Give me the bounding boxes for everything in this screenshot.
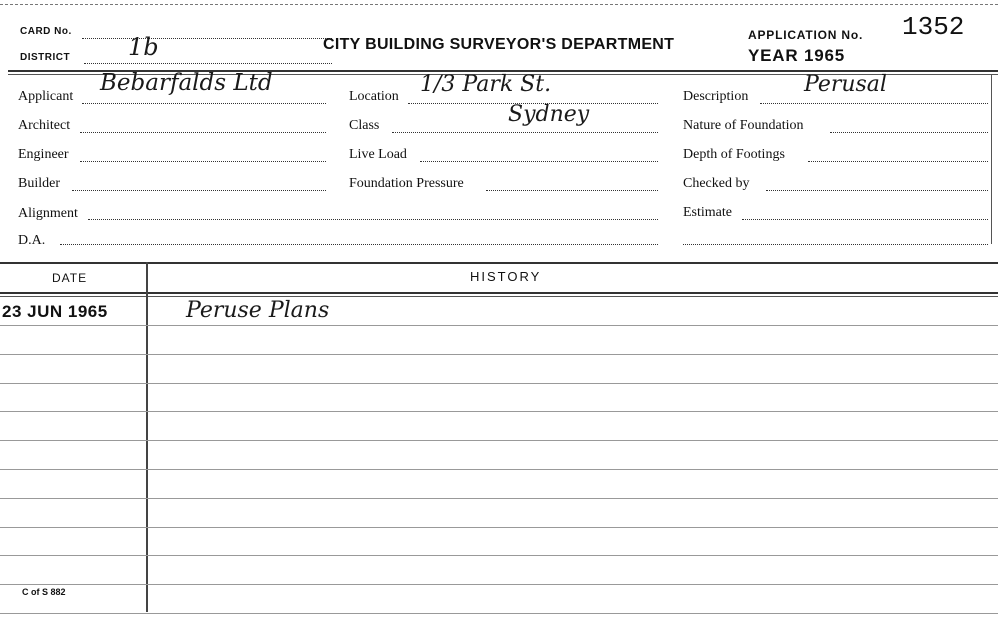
- history-row-line: [0, 325, 998, 326]
- card-no-line: [82, 38, 332, 39]
- history-column-header: HISTORY: [470, 269, 542, 284]
- history-row-line: [0, 527, 998, 528]
- location-value: 1/3 Park St.: [420, 72, 552, 97]
- application-number: 1352: [902, 12, 965, 42]
- history-row-line: [0, 498, 998, 499]
- history-row-line: [0, 383, 998, 384]
- page-title: CITY BUILDING SURVEYOR'S DEPARTMENT: [323, 36, 675, 53]
- location-label: Location: [349, 89, 399, 104]
- da-label: D.A.: [18, 233, 46, 248]
- form-code: C of S 882: [22, 587, 66, 597]
- history-row-line: [0, 555, 998, 556]
- history-row-line: [0, 411, 998, 412]
- district-value: 1b: [128, 33, 159, 61]
- history-row-line: [0, 354, 998, 355]
- alignment-label: Alignment: [18, 206, 78, 221]
- foundation-pressure-label: Foundation Pressure: [349, 176, 464, 191]
- history-entry: Peruse Plans: [186, 298, 330, 323]
- district-label: DISTRICT: [20, 52, 71, 63]
- description-label: Description: [683, 89, 749, 104]
- year-label: YEAR 1965: [748, 46, 845, 65]
- date-column-header: DATE: [52, 271, 88, 285]
- application-label: APPLICATION No.: [748, 28, 864, 42]
- class-label: Class: [349, 118, 380, 133]
- architect-label: Architect: [18, 118, 71, 133]
- location-value-2: Sydney: [508, 102, 590, 127]
- live-load-label: Live Load: [349, 147, 407, 162]
- history-row-line: [0, 584, 998, 585]
- district-line: [84, 63, 332, 64]
- depth-of-footings-label: Depth of Footings: [683, 147, 785, 162]
- card-no-label: CARD No.: [20, 26, 72, 37]
- engineer-label: Engineer: [18, 147, 69, 162]
- applicant-value: Bebarfalds Ltd: [100, 70, 273, 96]
- history-row-line: [0, 613, 998, 614]
- nature-of-foundation-label: Nature of Foundation: [683, 118, 804, 133]
- description-value: Perusal: [804, 72, 887, 97]
- applicant-label: Applicant: [18, 89, 74, 104]
- checked-by-label: Checked by: [683, 176, 750, 191]
- estimate-label: Estimate: [683, 205, 732, 220]
- history-date: 23 JUN 1965: [2, 302, 108, 321]
- history-row-line: [0, 469, 998, 470]
- history-row-line: [0, 440, 998, 441]
- builder-label: Builder: [18, 176, 60, 191]
